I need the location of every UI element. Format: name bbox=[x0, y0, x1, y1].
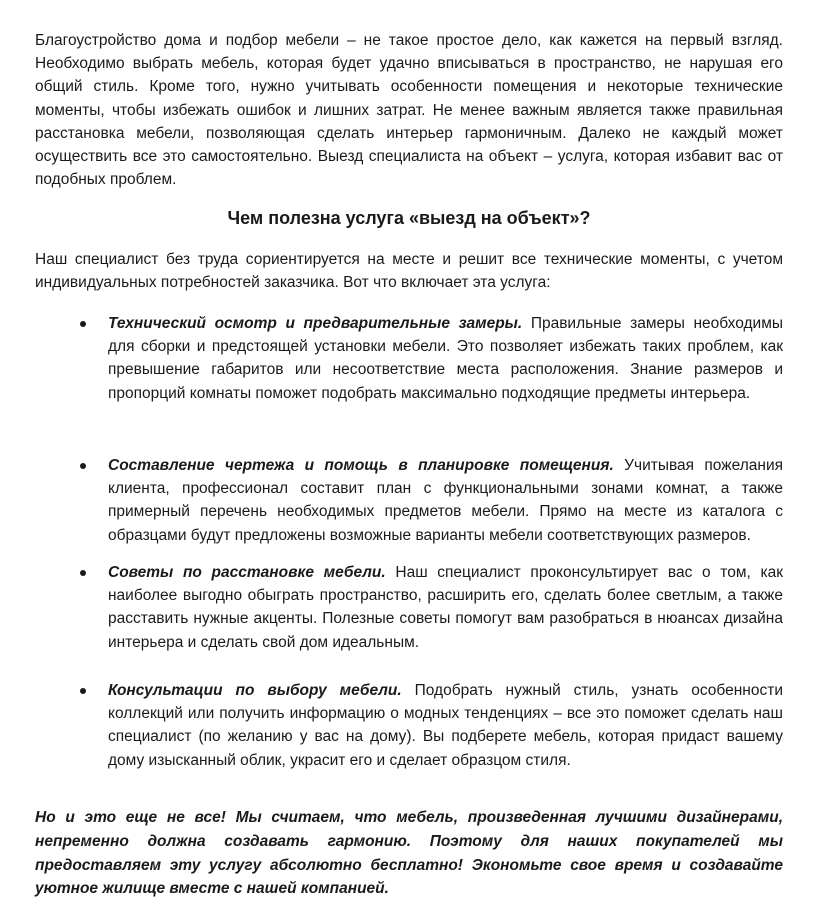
lead-paragraph: Наш специалист без труда сориентируется на месте и решит все технические моменты, с учетом индивидуальных потребностей заказчика. Вот что включает эта услуга: bbox=[35, 251, 783, 292]
list-item-term: Технический осмотр и предварительные замеры. bbox=[108, 315, 531, 332]
list-item-text: Подобрать нужный стиль, узнать особенности коллекций или получить информацию о модных тенденциях – все это поможет сделать наш специалист (по желанию у вас на дому). Вы подберете мебель, которая придаст вашему дому изысканный облик, украсит его и сделает образцом стиля. bbox=[108, 682, 783, 769]
closing-paragraph: Но и это еще не все! Мы считаем, что мебель, произведенная лучшими дизайнерами, непременно должна создавать гармонию. Поэтому для наших покупателей мы предоставляем эту услугу абсолютно бесплатно! Экономьте свое время и создавайте уютное жилище вместе с нашей компанией. bbox=[35, 809, 783, 898]
list-item bbox=[108, 312, 783, 405]
intro-paragraph: Благоустройство дома и подбор мебели – не такое простое дело, как кажется на первый взгляд. Необходимо выбрать мебель, которая будет удачно вписываться в пространство, не нарушая его общий стиль. Кроме того, нужно учитывать особенности помещения и некоторые технические моменты, чтобы избежать ошибок и лишних затрат. Не менее важным является также правильная расстановка мебели, позволяющая сделать интерьер гармоничным. Далеко не каждый может осуществить все это самостоятельно. Выезд специалиста на объект – услуга, которая избавит вас от подобных проблем. bbox=[35, 32, 783, 189]
list-item-term: Составление чертежа и помощь в планировке помещения. bbox=[108, 457, 625, 474]
list-item-term: Консультации по выбору мебели. bbox=[108, 682, 415, 699]
bullet-icon bbox=[80, 688, 86, 694]
list-item-text: Наш специалист проконсультирует вас о том, как наиболее выгодно обыграть пространство, расширить его, сделать более светлым, а также расставить нужные акценты. Полезные советы помогут вам разобраться в нюансах дизайна интерьера и сделать свой дом идеальным. bbox=[108, 564, 783, 651]
list-item-text: Учитывая пожелания клиента, профессионал составит план с функциональными зонами комнат, а также примерный перечень необходимых предметов мебели. Прямо на месте из каталога с образцами будут предложены возможные варианты мебели соответствующих размеров. bbox=[108, 457, 783, 544]
section-heading: Чем полезна услуга «выезд на объект»? bbox=[227, 208, 591, 228]
list-item bbox=[108, 679, 783, 772]
list-item-term: Советы по расстановке мебели. bbox=[108, 564, 396, 581]
list-item-text: Правильные замеры необходимы для сборки и предстоящей установки мебели. Это позволяет избежать таких проблем, как превышение габаритов или несоответствие места расположения. Знание размеров и пропорций комнаты поможет подобрать максимально подходящие предметы интерьера. bbox=[108, 315, 783, 402]
bullet-icon bbox=[80, 570, 86, 576]
bullet-icon bbox=[80, 321, 86, 327]
list-item bbox=[108, 454, 783, 547]
list-item bbox=[108, 561, 783, 654]
bullet-icon bbox=[80, 463, 86, 469]
